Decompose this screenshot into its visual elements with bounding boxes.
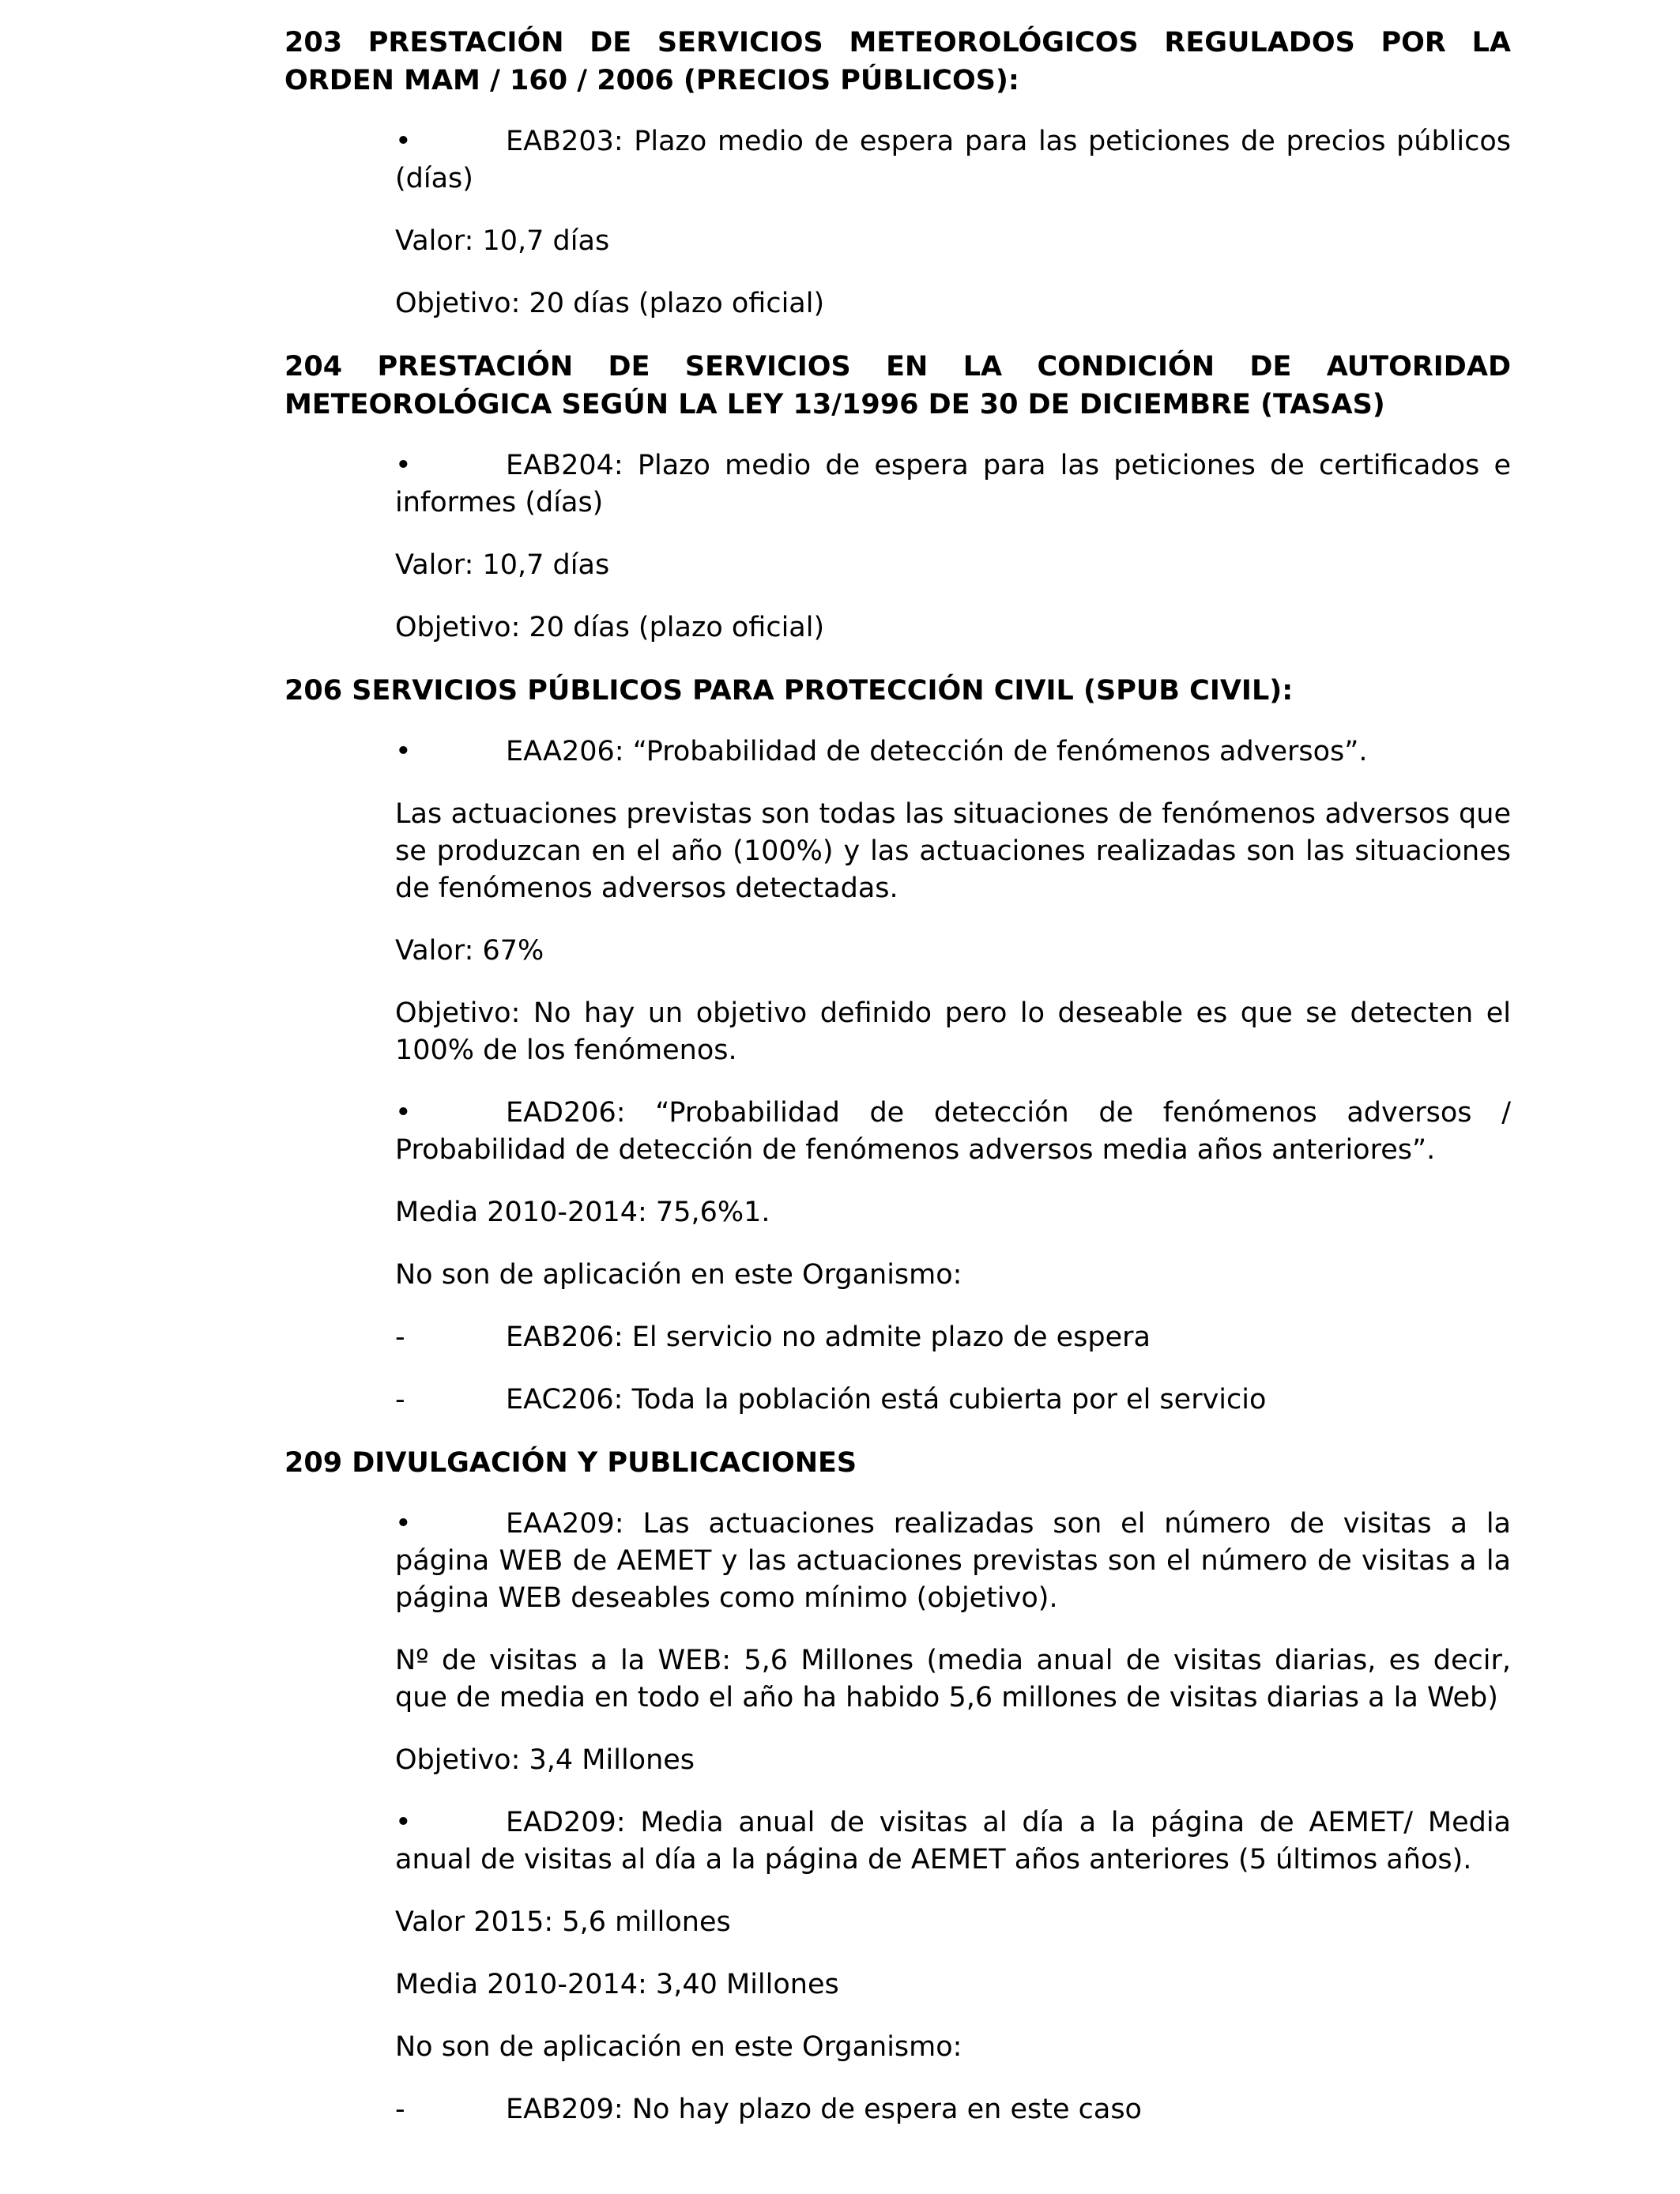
objective-text: Objetivo: No hay un objetivo definido pero lo deseable es que se detecten el 100% de los fenómenos.: [395, 997, 1511, 1066]
bullet-marker: •: [395, 1508, 412, 1540]
objective-text: Objetivo: 20 días (plazo oficial): [395, 612, 825, 643]
objective-text: Objetivo: 3,4 Millones: [395, 1744, 695, 1776]
bullet-marker: •: [395, 1097, 412, 1129]
list-item: [395, 1382, 1511, 1419]
document-page: [284, 24, 1511, 2154]
list-item: [395, 123, 1511, 198]
value-text: Valor 2015: 5,6 millones: [395, 1906, 731, 1938]
paragraph: Las actuaciones previstas son todas las situaciones de fenómenos adversos que se produzcan en el año (100%) y las actuaciones realizadas son las situaciones de fenómenos adversos detectadas.: [395, 798, 1511, 904]
bullet-marker: •: [395, 126, 412, 157]
average-text: Media 2010-2014: 75,6%1.: [395, 1197, 770, 1228]
section-body: [395, 733, 1511, 1419]
list-item: [395, 2091, 1511, 2128]
item-text: EAA209: Las actuaciones realizadas son el número de visitas a la página WEB de AEMET y las actuaciones previstas son el número de visitas a la página WEB deseables como mínimo (objetivo).: [395, 1508, 1511, 1614]
item-text: EAC206: Toda la población está cubierta por el servicio: [506, 1384, 1267, 1416]
section-heading: 209 DIVULGACIÓN Y PUBLICACIONES: [284, 1447, 857, 1479]
section-heading: 203 PRESTACIÓN DE SERVICIOS METEOROLÓGICOS REGULADOS POR LA ORDEN MAM / 160 / 2006 (PRECIOS PÚBLICOS):: [284, 27, 1511, 96]
list-item: [395, 447, 1511, 522]
section-body: [395, 447, 1511, 647]
section-206: [284, 672, 1511, 1419]
value-text: Valor: 10,7 días: [395, 549, 610, 581]
section-heading: 204 PRESTACIÓN DE SERVICIOS EN LA CONDICIÓN DE AUTORIDAD METEOROLÓGICA SEGÚN LA LEY 13/1996 DE 30 DE DICIEMBRE (TASAS): [284, 351, 1511, 420]
item-text: EAD206: “Probabilidad de detección de fenómenos adversos / Probabilidad de detección de fenómenos adversos media años anteriores”.: [395, 1097, 1511, 1166]
list-item: [395, 1506, 1511, 1617]
section-body: [395, 123, 1511, 322]
list-item: [395, 733, 1511, 771]
item-text: EAA206: “Probabilidad de detección de fenómenos adversos”.: [506, 736, 1368, 767]
bullet-marker: •: [395, 736, 412, 767]
section-body: [395, 1506, 1511, 2128]
item-text: EAD209: Media anual de visitas al día a la página de AEMET/ Media anual de visitas al día a la página de AEMET años anteriores (5 últimos años).: [395, 1807, 1511, 1875]
paragraph: No son de aplicación en este Organismo:: [395, 2031, 962, 2063]
item-text: EAB204: Plazo medio de espera para las peticiones de certificados e informes (días): [395, 450, 1511, 518]
value-text: Valor: 10,7 días: [395, 225, 610, 257]
list-item: [395, 1095, 1511, 1169]
paragraph: No son de aplicación en este Organismo:: [395, 1259, 962, 1291]
paragraph: Nº de visitas a la WEB: 5,6 Millones (media anual de visitas diarias, es decir, que de media en todo el año ha habido 5,6 millones de visitas diarias a la Web): [395, 1645, 1511, 1713]
bullet-marker: •: [395, 1807, 412, 1838]
item-text: EAB203: Plazo medio de espera para las peticiones de precios públicos (días): [395, 126, 1511, 194]
list-item: [395, 1804, 1511, 1879]
dash-marker: -: [395, 1384, 405, 1416]
value-text: Valor: 67%: [395, 935, 544, 967]
dash-marker: -: [395, 2094, 405, 2125]
bullet-marker: •: [395, 450, 412, 481]
section-209: [284, 1444, 1511, 2128]
objective-text: Objetivo: 20 días (plazo oficial): [395, 288, 825, 319]
section-203: [284, 24, 1511, 322]
list-item: [395, 1319, 1511, 1356]
item-text: EAB209: No hay plazo de espera en este caso: [506, 2094, 1142, 2125]
item-text: EAB206: El servicio no admite plazo de espera: [506, 1321, 1151, 1353]
average-text: Media 2010-2014: 3,40 Millones: [395, 1969, 839, 2000]
section-204: [284, 348, 1511, 647]
dash-marker: -: [395, 1321, 405, 1353]
section-heading: 206 SERVICIOS PÚBLICOS PARA PROTECCIÓN CIVIL (SPUB CIVIL):: [284, 675, 1294, 707]
